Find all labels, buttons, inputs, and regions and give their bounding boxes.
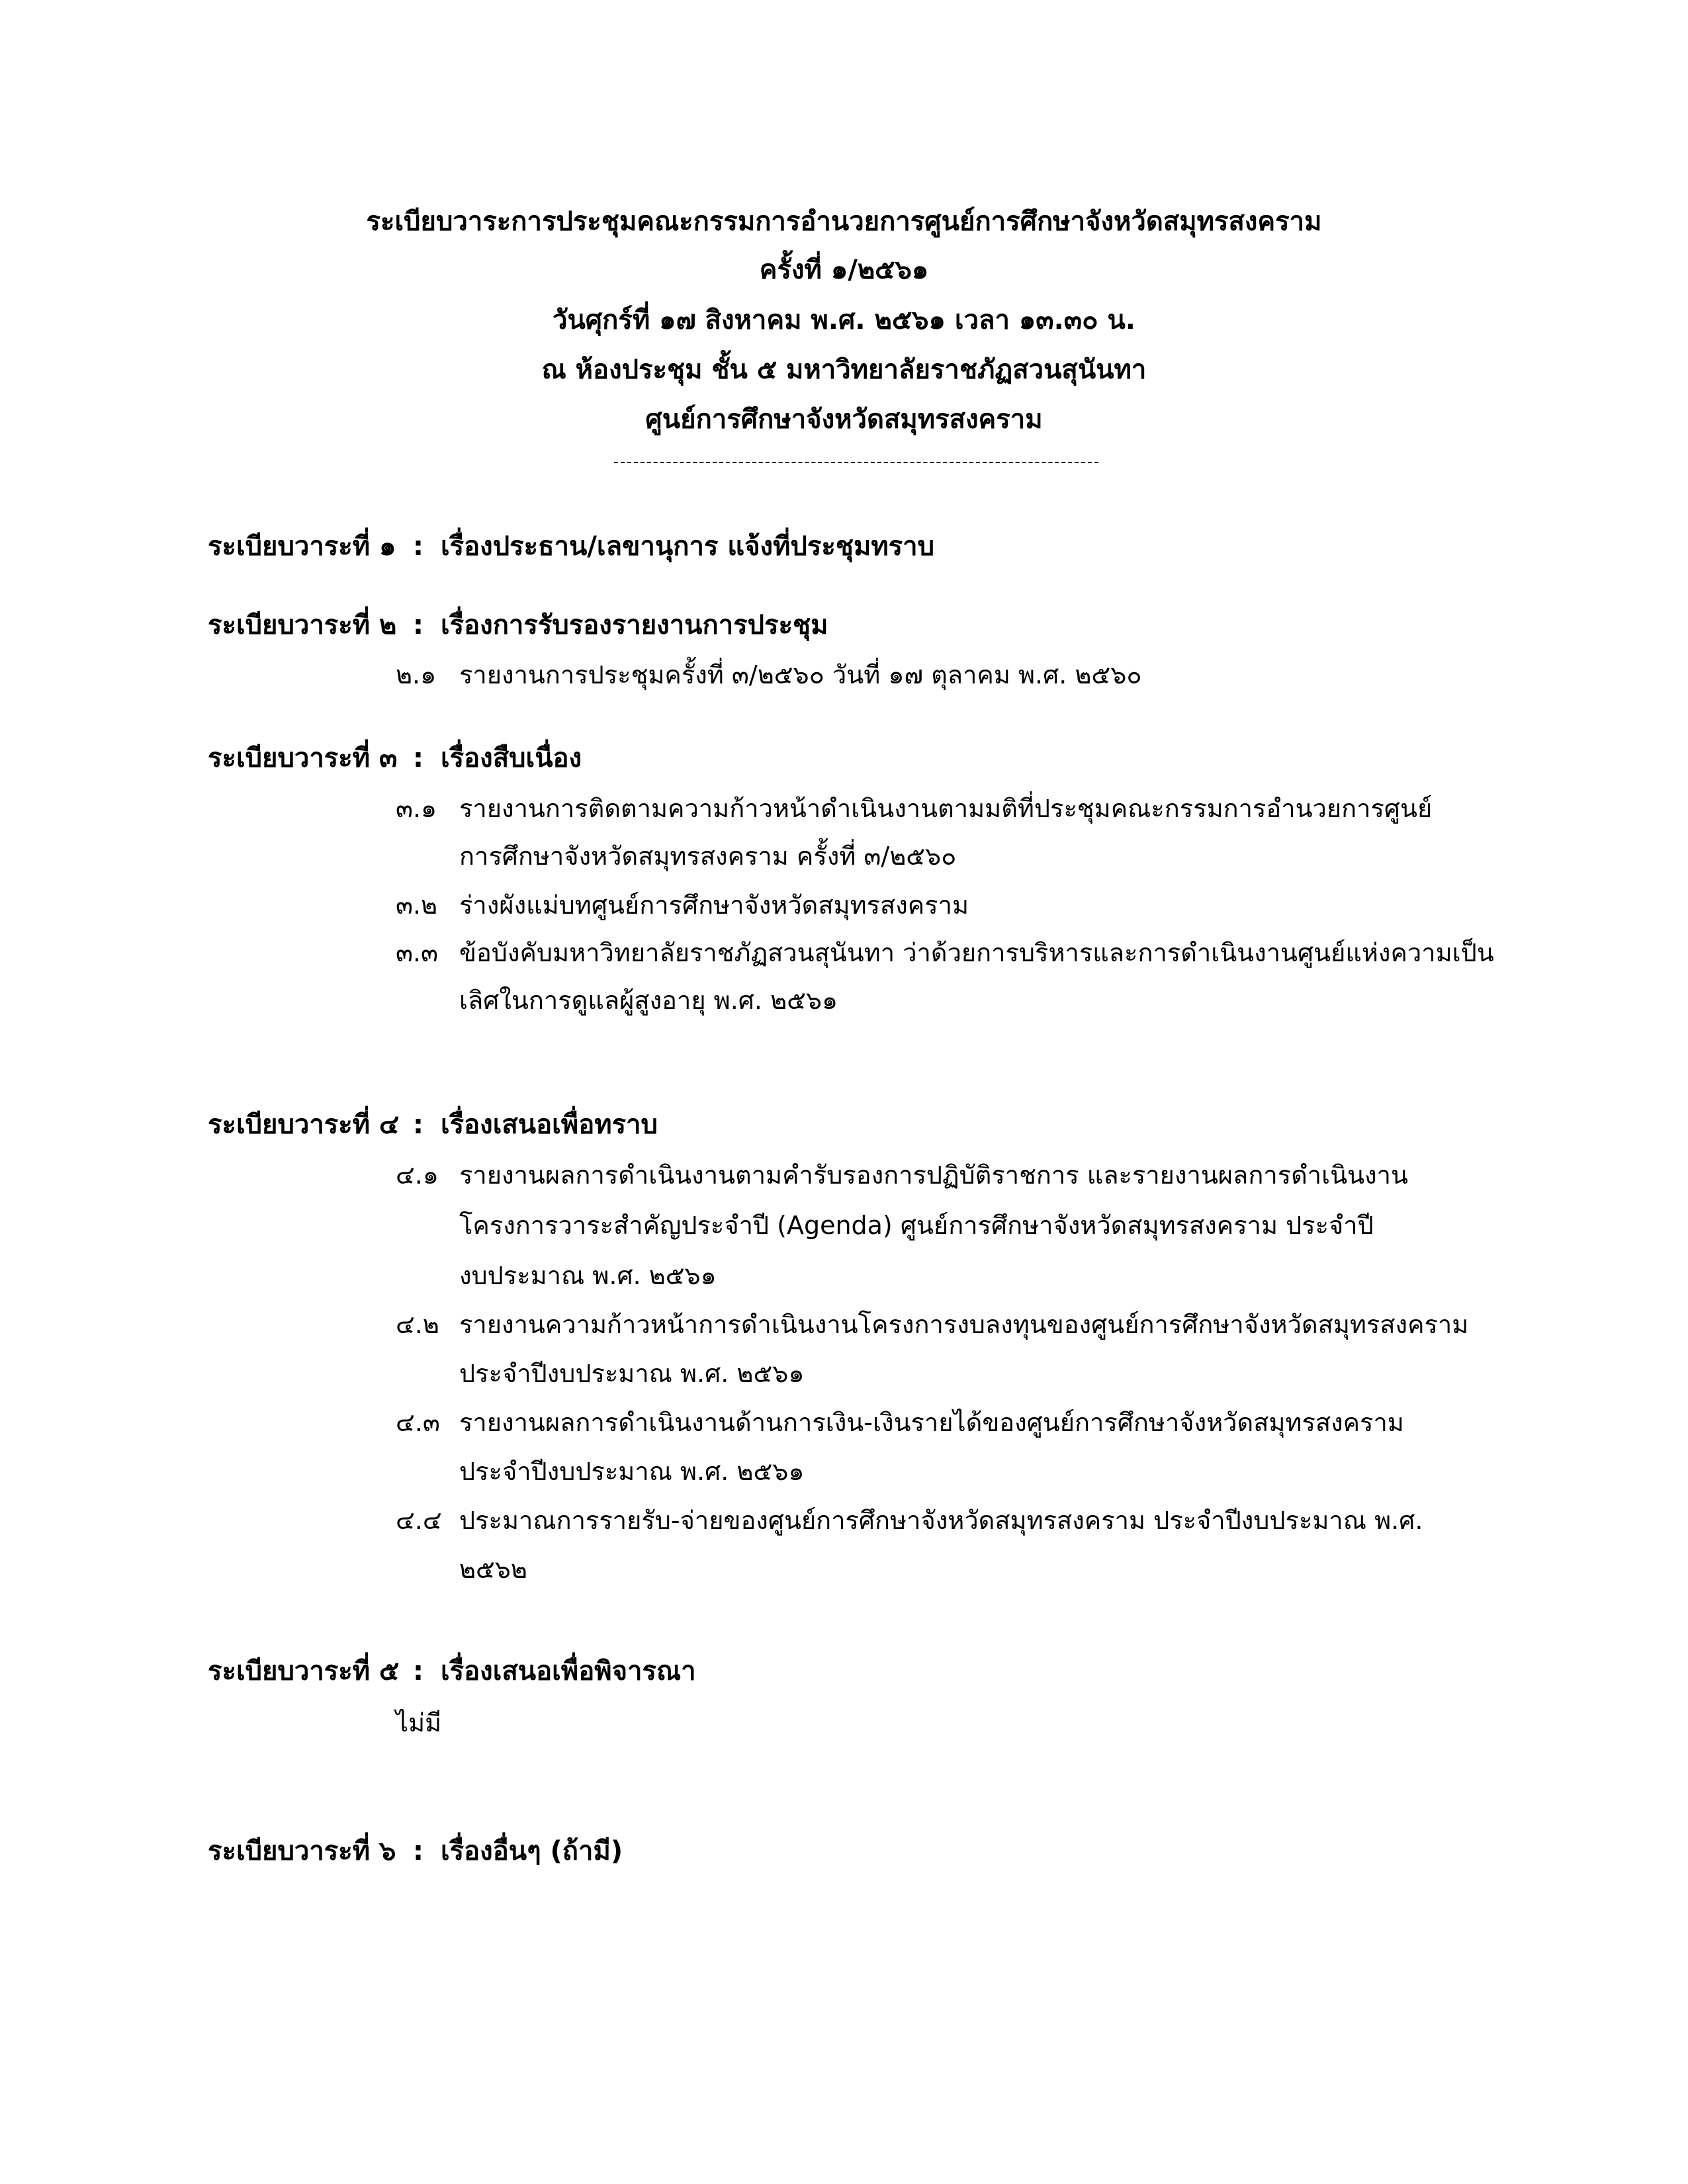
item-number: ๔.๒ — [396, 1310, 439, 1339]
item-text-line: ประมาณการรายรับ-จ่ายของศูนย์การศึกษาจังหวัดสมุทรสงคราม ประจำปีงบประมาณ พ.ศ. — [459, 1506, 1423, 1535]
document-title: ระเบียบวาระการประชุมคณะกรรมการอำนวยการศูนย์การศึกษาจังหวัดสมุทรสงคราม — [366, 206, 1322, 237]
header-divider — [614, 462, 1098, 463]
agenda-item-2-1 — [396, 651, 1142, 699]
agenda-heading-5 — [208, 1651, 696, 1691]
agenda-item-4-1 — [396, 1151, 1408, 1290]
agenda-label: ระเบียบวาระที่ ๕ — [208, 1656, 400, 1686]
item-text-line: รายงานผลการดำเนินงานตามคำรับรองการปฏิบัติราชการ และรายงานผลการดำเนินงาน — [459, 1160, 1408, 1190]
agenda-item-3-3 — [396, 929, 1494, 1015]
item-number: ๔.๑ — [396, 1160, 439, 1190]
meeting-location: ณ ห้องประชุม ชั้น ๕ มหาวิทยาลัยราชภัฏสวนสุนันทา — [541, 355, 1147, 385]
agenda-colon: : — [413, 743, 423, 773]
item-text-line: ประจำปีงบประมาณ พ.ศ. ๒๕๖๑ — [459, 1359, 805, 1388]
agenda-label: ระเบียบวาระที่ ๔ — [208, 1110, 400, 1140]
item-number: ๔.๔ — [396, 1506, 442, 1535]
item-number: ๓.๑ — [396, 794, 437, 823]
agenda-title: เรื่องประธาน/เลขานุการ แจ้งที่ประชุมทราบ — [441, 531, 935, 562]
agenda-colon: : — [413, 1836, 423, 1866]
item-text-line: ข้อบังคับมหาวิทยาลัยราชภัฏสวนสุนันทา ว่าด้วยการบริหารและการดำเนินงานศูนย์แห่งความเป็น — [459, 938, 1494, 967]
agenda-label: ระเบียบวาระที่ ๑ — [208, 531, 396, 562]
agenda-heading-1 — [208, 527, 934, 566]
item-number: ๔.๓ — [396, 1408, 440, 1437]
item-number: ๓.๒ — [396, 891, 438, 920]
item-text-line: รายงานการติดตามความก้าวหน้าดำเนินงานตามมติที่ประชุมคณะกรรมการอำนวยการศูนย์ — [459, 794, 1433, 823]
item-number: ๓.๓ — [396, 938, 439, 967]
agenda-label: ระเบียบวาระที่ ๓ — [208, 743, 398, 773]
agenda-colon: : — [413, 1656, 423, 1686]
agenda-title: เรื่องเสนอเพื่อพิจารณา — [441, 1656, 696, 1686]
meeting-organization: ศูนย์การศึกษาจังหวัดสมุทรสงคราม — [645, 404, 1043, 435]
agenda-item-3-1 — [396, 785, 1433, 871]
agenda-item-4-2 — [396, 1301, 1469, 1388]
agenda-note: ไม่มี — [396, 1708, 442, 1737]
agenda-title: เรื่องอื่นๆ (ถ้ามี) — [441, 1836, 623, 1866]
item-text-line: เลิศในการดูแลผู้สูงอายุ พ.ศ. ๒๕๖๑ — [459, 986, 838, 1015]
meeting-number: ครั้งที่ ๑/๒๕๖๑ — [759, 255, 929, 285]
agenda-colon: : — [413, 610, 423, 640]
agenda-label: ระเบียบวาระที่ ๒ — [208, 610, 397, 640]
agenda-label: ระเบียบวาระที่ ๖ — [208, 1836, 396, 1866]
item-number: ๒.๑ — [396, 660, 437, 689]
agenda-item-3-2 — [396, 881, 969, 929]
item-text-line: ร่างผังแม่บทศูนย์การศึกษาจังหวัดสมุทรสงคราม — [459, 891, 969, 920]
meeting-date-time: วันศุกร์ที่ ๑๗ สิงหาคม พ.ศ. ๒๕๖๑ เวลา ๑๓.๓๐ น. — [552, 305, 1135, 335]
item-text-line: รายงานผลการดำเนินงานด้านการเงิน-เงินรายได้ของศูนย์การศึกษาจังหวัดสมุทรสงคราม — [459, 1408, 1404, 1437]
agenda-title: เรื่องเสนอเพื่อทราบ — [441, 1110, 658, 1140]
item-text-line: ๒๕๖๒ — [459, 1555, 527, 1584]
item-text-line: การศึกษาจังหวัดสมุทรสงคราม ครั้งที่ ๓/๒๕๖๐ — [459, 842, 957, 871]
agenda-title: เรื่องสืบเนื่อง — [441, 743, 582, 773]
agenda-heading-4 — [208, 1105, 658, 1145]
item-text-line: โครงการวาระสำคัญประจำปี (Agenda) ศูนย์การศึกษาจังหวัดสมุทรสงคราม ประจำปี — [459, 1211, 1374, 1240]
agenda-heading-2 — [208, 605, 828, 645]
agenda-colon: : — [413, 1110, 423, 1140]
item-text-line: งบประมาณ พ.ศ. ๒๕๖๑ — [459, 1261, 717, 1290]
agenda-heading-6 — [208, 1831, 623, 1871]
agenda-colon: : — [413, 531, 423, 562]
item-text-line: ประจำปีงบประมาณ พ.ศ. ๒๕๖๑ — [459, 1457, 805, 1486]
agenda-title: เรื่องการรับรองรายงานการประชุม — [441, 610, 828, 640]
item-text-line: รายงานการประชุมครั้งที่ ๓/๒๕๖๐ วันที่ ๑๗ ตุลาคม พ.ศ. ๒๕๖๐ — [459, 660, 1142, 689]
agenda-heading-3 — [208, 738, 582, 778]
agenda-item-4-3 — [396, 1399, 1404, 1486]
agenda-item-4-4 — [396, 1497, 1423, 1584]
item-text-line: รายงานความก้าวหน้าการดำเนินงานโครงการงบลงทุนของศูนย์การศึกษาจังหวัดสมุทรสงคราม — [459, 1310, 1469, 1339]
